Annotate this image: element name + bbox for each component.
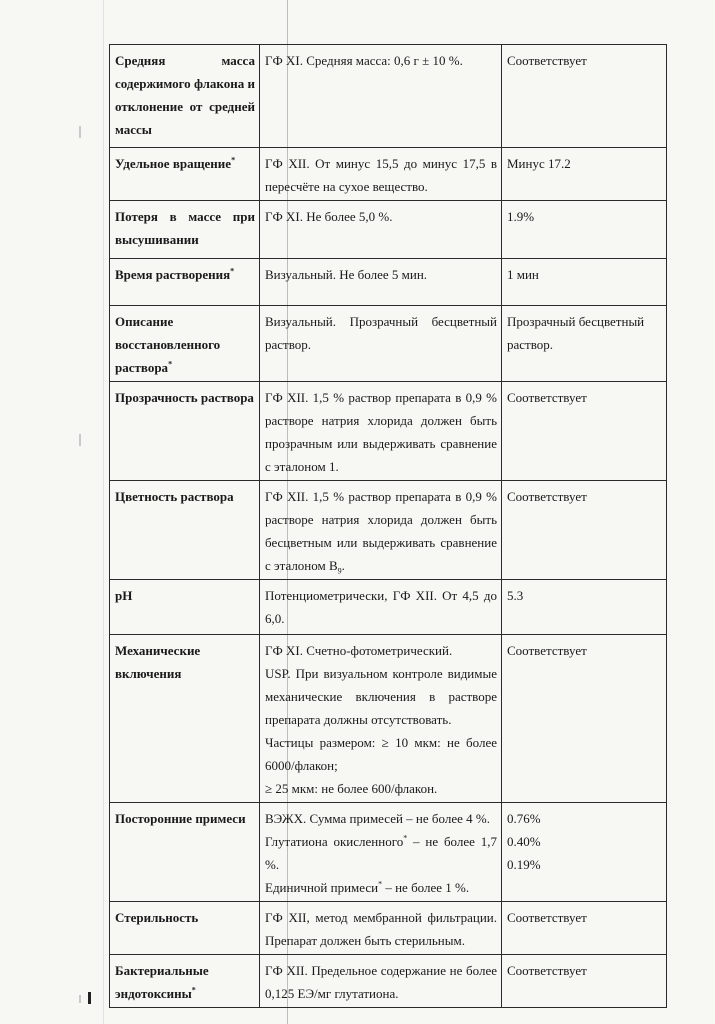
method-text: ГФ XII, метод мембранной фильтрации. Препарат должен быть стерильным. <box>260 902 502 955</box>
table-row <box>110 481 667 580</box>
method-text <box>260 803 502 902</box>
parameter-name: Цветность раствора <box>110 481 260 580</box>
parameter-name: Механические включения <box>110 635 260 803</box>
parameter-name: Время растворения* <box>110 259 260 306</box>
result-text: Соответствует <box>502 481 667 580</box>
scan-edge-line <box>103 0 104 1024</box>
parameter-name: Описание восстановленного раствора* <box>110 306 260 382</box>
impurity-line: Глутатиона окисленного* – не более 1,7 %. <box>265 833 497 872</box>
result-text: Прозрачный бесцветный раствор. <box>502 306 667 382</box>
impurity-line: ВЭЖХ. Сумма примесей – не более 4 %. <box>265 811 490 826</box>
method-text: ГФ XI. Средняя масса: 0,6 г ± 10 %. <box>260 45 502 148</box>
impurity-line: Единичной примеси* – не более 1 %. <box>265 879 470 895</box>
method-line: ≥ 25 мкм: не более 600/флакон. <box>265 781 438 796</box>
result-text: Минус 17.2 <box>502 148 667 201</box>
scan-mark <box>79 995 81 1003</box>
result-text: 1.9% <box>502 201 667 259</box>
parameter-name: Стерильность <box>110 902 260 955</box>
parameter-name: Средняя масса содержимого флакона и отклонение от средней массы <box>110 45 260 148</box>
method-text: Визуальный. Не более 5 мин. <box>260 259 502 306</box>
result-text: Соответствует <box>502 45 667 148</box>
table-row <box>110 955 667 1008</box>
result-text: Соответствует <box>502 635 667 803</box>
parameter-name: Посторонние примеси <box>110 803 260 902</box>
method-line: Частицы размером: ≥ 10 мкм: не более 6000/флакон; <box>265 735 497 773</box>
method-text <box>260 635 502 803</box>
table-row <box>110 803 667 902</box>
method-line: USP. При визуальном контроле видимые механические включения в растворе препарата должны отсутствовать. <box>265 666 497 727</box>
table-row <box>110 635 667 803</box>
table-row <box>110 580 667 635</box>
parameter-name: pH <box>110 580 260 635</box>
impurity-result: 0.19% <box>507 857 541 872</box>
result-text: 5.3 <box>502 580 667 635</box>
parameter-name: Прозрачность раствора <box>110 382 260 481</box>
table-row <box>110 259 667 306</box>
method-text: ГФ XII. От минус 15,5 до минус 17,5 в пересчёте на сухое вещество. <box>260 148 502 201</box>
parameter-name: Потеря в массе при высушивании <box>110 201 260 259</box>
method-text: ГФ XI. Не более 5,0 %. <box>260 201 502 259</box>
method-line: ГФ XI. Счетно-фотометрический. <box>265 643 453 658</box>
table-row <box>110 382 667 481</box>
result-text: Соответствует <box>502 902 667 955</box>
table-row <box>110 201 667 259</box>
parameter-name: Бактериальные эндотоксины* <box>110 955 260 1008</box>
parameter-name: Удельное вращение* <box>110 148 260 201</box>
table-row <box>110 45 667 148</box>
method-text: ГФ XII. Предельное содержание не более 0,125 ЕЭ/мг глутатиона. <box>260 955 502 1008</box>
impurity-result: 0.76% <box>507 811 541 826</box>
method-text: Потенциометрически, ГФ XII. От 4,5 до 6,0. <box>260 580 502 635</box>
result-text: Соответствует <box>502 955 667 1008</box>
table-row <box>110 306 667 382</box>
table-row <box>110 148 667 201</box>
scan-mark <box>79 434 81 446</box>
scan-dot <box>88 992 91 1004</box>
method-text: ГФ XII. 1,5 % раствор препарата в 0,9 % растворе натрия хлорида должен быть прозрачным или выдерживать сравнение с эталоном 1. <box>260 382 502 481</box>
method-text: ГФ XII. 1,5 % раствор препарата в 0,9 % растворе натрия хлорида должен быть бесцветным или выдерживать сравнение с эталоном $B_9$. <box>260 481 502 580</box>
result-text: Соответствует <box>502 382 667 481</box>
method-text: Визуальный. Прозрачный бесцветный раствор. <box>260 306 502 382</box>
scan-mark <box>79 126 81 138</box>
result-text <box>502 803 667 902</box>
specification-table <box>109 44 667 1008</box>
table-row <box>110 902 667 955</box>
impurity-result: 0.40% <box>507 834 541 849</box>
result-text: 1 мин <box>502 259 667 306</box>
